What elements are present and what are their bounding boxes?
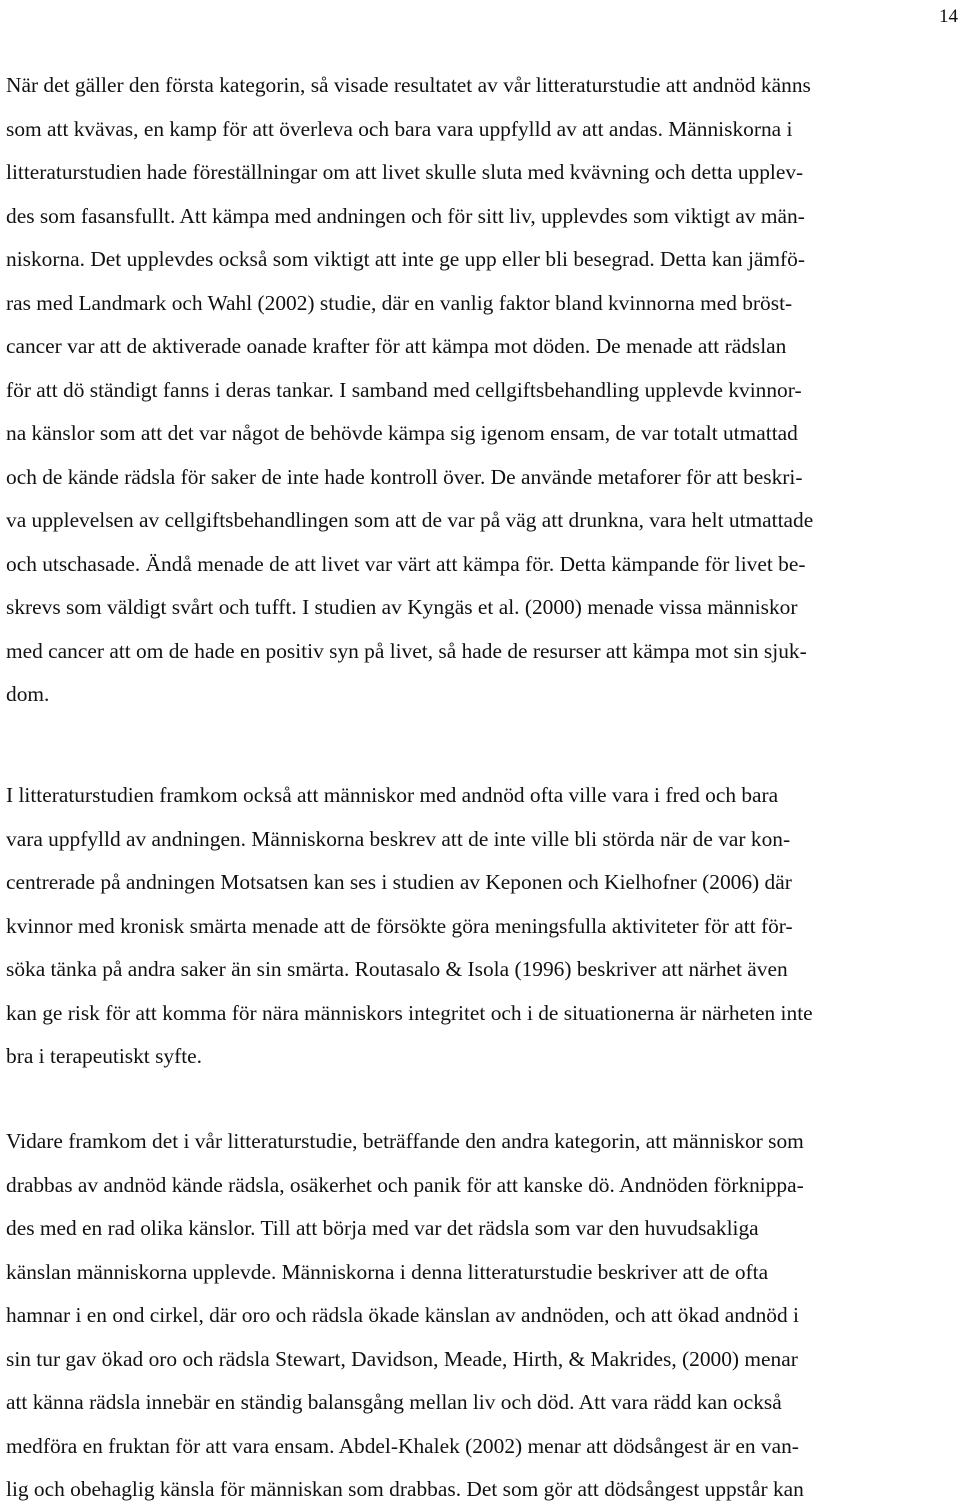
text-line: litteraturstudien hade föreställningar om att livet skulle sluta med kvävning och detta upplev- [6, 160, 804, 184]
text-line: och de kände rädsla för saker de inte hade kontroll över. De använde metaforer för att beskri- [6, 464, 803, 489]
text-line: för att dö ständigt fanns i deras tankar. I samband med cellgiftsbehandling upplevde kvinnor- [6, 377, 802, 402]
text-line: bra i terapeutiskt syfte. [6, 1044, 203, 1068]
text-line: med cancer att om de hade en positiv syn på livet, så hade de resurser att kämpa mot sin sjuk- [6, 638, 807, 663]
text-line: att känna rädsla innebär en ständig balansgång mellan liv och död. Att vara rädd kan också [6, 1390, 782, 1414]
text-line: cancer var att de aktiverade oanade krafter för att kämpa mot döden. De menade att rädslan [6, 334, 787, 358]
text-line: ras med Landmark och Wahl (2002) studie, där en vanlig faktor bland kvinnorna med bröst- [6, 290, 793, 315]
text-line: sin tur gav ökad oro och rädsla Stewart, Davidson, Meade, Hirth, & Makrides, (2000) menar [6, 1346, 798, 1371]
text-line: som att kvävas, en kamp för att överleva och bara vara uppfylld av att andas. Människorna i [6, 116, 793, 141]
text-line: kvinnor med kronisk smärta menade att de försökte göra meningsfulla aktiviteter för att för- [6, 913, 793, 938]
text-line: Vidare framkom det i vår litteraturstudie, beträffande den andra kategorin, att människor som [6, 1129, 804, 1153]
text-line: dom. [6, 682, 50, 706]
text-line: skrevs som väldigt svårt och tufft. I studien av Kyngäs et al. (2000) menade vissa människor [6, 595, 798, 619]
text-line: kan ge risk för att komma för nära människors integritet och i de situationerna är närheten inte [6, 1000, 813, 1025]
text-line: centrerade på andningen Motsatsen kan ses i studien av Keponen och Kielhofner (2006) där [6, 870, 792, 894]
text-line: När det gäller den första kategorin, så visade resultatet av vår litteraturstudie att andnöd känns [6, 73, 811, 97]
text-line: söka tänka på andra saker än sin smärta. Routasalo & Isola (1996) beskriver att närhet även [6, 957, 788, 981]
text-line: va upplevelsen av cellgiftsbehandlingen som att de var på väg att drunkna, vara helt utmattade [6, 508, 814, 532]
text-line: lig och obehaglig känsla för människan som drabbas. Det som gör att dödsångest uppstår kan [6, 1477, 804, 1501]
text-line: vara uppfylld av andningen. Människorna beskrev att de inte ville bli störda när de var kon- [6, 826, 791, 851]
text-line: des med en rad olika känslor. Till att börja med var det rädsla som var den huvudsakliga [6, 1216, 759, 1240]
text-line: niskorna. Det upplevdes också som viktigt att inte ge upp eller bli besegrad. Detta kan jämfö- [6, 247, 805, 271]
text-line: känslan människorna upplevde. Människorna i denna litteraturstudie beskriver att de ofta [6, 1259, 769, 1284]
text-line: medföra en fruktan för att vara ensam. Abdel-Khalek (2002) menar att dödsångest är en van- [6, 1433, 799, 1458]
page-number: 14 [939, 6, 958, 27]
text-line: I litteraturstudien framkom också att människor med andnöd ofta ville vara i fred och bara [6, 783, 779, 807]
text-line: och utschasade. Ändå menade de att livet var värt att kämpa för. Detta kämpande för livet be- [6, 551, 806, 576]
text-line: hamnar i en ond cirkel, där oro och rädsla ökade känslan av andnöden, och att ökad andnöd i [6, 1303, 799, 1327]
text-line: na känslor som att det var något de behövde kämpa sig igenom ensam, de var totalt utmattad [6, 421, 798, 445]
text-line: drabbas av andnöd kände rädsla, osäkerhet och panik för att kanske dö. Andnöden förknippa- [6, 1172, 804, 1197]
text-line: des som fasansfullt. Att kämpa med andningen och för sitt liv, upplevdes som viktigt av män- [6, 203, 805, 228]
